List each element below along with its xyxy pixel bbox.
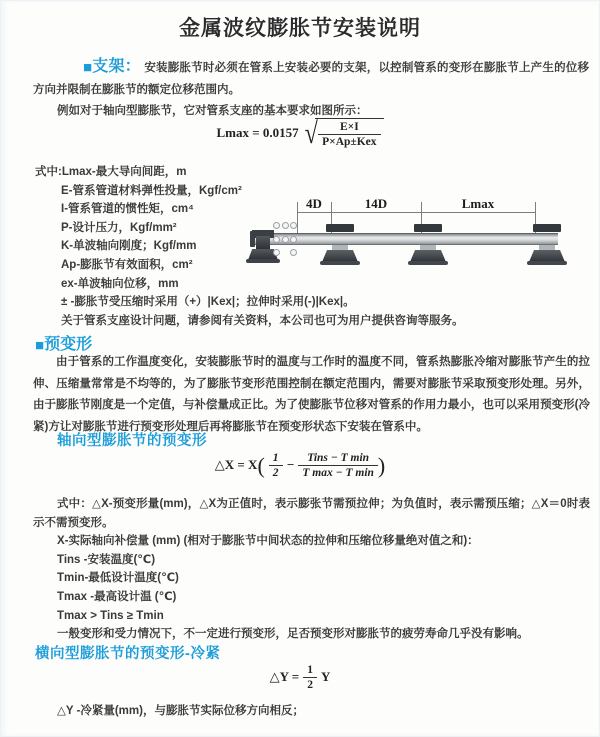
dim-label-4d: 4D — [306, 196, 322, 211]
support-base — [527, 261, 567, 265]
example-line — [33, 102, 589, 118]
example-line-text: 例如对于轴向型膨胀节，它对管系支座的基本要求如图所示： — [57, 105, 368, 117]
axial-line: Tmax > Tins ≥ Tmin — [57, 609, 164, 622]
axial-definition-list — [33, 495, 590, 644]
bellows-ring — [290, 236, 297, 243]
half-fraction — [303, 663, 317, 693]
predeform-section-heading — [35, 331, 92, 354]
formula-axial-lhs: △X = X — [214, 456, 258, 472]
axial-line: Tmin-最低设计温度(℃) — [57, 572, 179, 585]
support-base — [408, 261, 448, 265]
bellows-ring — [273, 222, 280, 229]
temperature-fraction — [298, 451, 378, 481]
half-fraction — [269, 451, 283, 481]
support-paragraph-text: 安装膨胀节时必须在管系上安装必要的支架，以控制管系的变形在膨胀节上产生的位移方向并限制在膨胀节的额定位移范围内。 — [33, 62, 589, 96]
dim-label-lmax: Lmax — [461, 196, 495, 211]
dimension-tick — [297, 202, 298, 233]
fraction-denominator: 2 — [307, 679, 313, 692]
blue-square-icon: ■ — [83, 59, 93, 76]
fraction-denominator: T max − T min — [302, 467, 374, 480]
fraction — [318, 120, 380, 150]
bellows-ring — [282, 222, 289, 229]
formula-lateral-lhs: △Y = — [269, 668, 300, 684]
axial-line: Tmax -最高设计温 (℃) — [57, 590, 177, 603]
fraction-numerator: Tins − T min — [298, 451, 378, 466]
predeform-heading-text: 预变形 — [44, 336, 93, 353]
bellows-ring — [273, 249, 280, 256]
bellows-icon — [273, 222, 297, 256]
anchor-base — [246, 259, 280, 263]
support-section-heading: 支架： — [92, 58, 141, 75]
support-cap — [533, 224, 561, 232]
open-paren: ( — [257, 452, 265, 478]
pipe-support — [320, 224, 360, 272]
predeform-paragraph: 由于管系的工作温度变化，安装膨胀节时的温度与工作时的温度不同，管系热膨胀冷缩对膨胀节产生的拉伸、压缩量常常是不均等的，为了膨胀节变形范围控制在额定范围内，需要对膨胀节采取预变形处理。另外，由于膨胀节刚度是一个定值，与补偿量成正比。为了使膨胀节位移对管系的作用力最小，也可以采用预变形(冷紧)方让对膨胀节进行预变形处理后再将膨胀节在预变形状态下安装在管系中。 — [33, 356, 590, 433]
fraction-denominator: P×Ap±Kex — [322, 136, 377, 149]
anchor-hub — [256, 236, 270, 250]
lateral-note: △Y -冷紧量(mm)，与膨胀节实际位移方向相反； — [57, 705, 304, 717]
pipe — [252, 233, 558, 245]
axial-subheading: 轴向型膨胀节的预变形 — [57, 433, 207, 449]
formula-axial — [0, 451, 600, 481]
formula-lateral-rhs: Y — [320, 668, 331, 684]
formula-lmax: Lmax = 0.0157 √ $\frac{E\times I}{\text{P×Ap±Kex}}$ — [0, 118, 600, 150]
axial-line: 式中：△X-预变形量(mm)，△X为正值时，表示膨张节需预拉伸；为负值时，表示需预压缩；△X＝0时表示不需预变形。 — [33, 498, 590, 529]
radicand — [315, 118, 383, 150]
axial-line: Tins -安装温度(℃) — [57, 553, 156, 566]
definition-item: Ap-膨胀节有效面积，cm² — [61, 258, 193, 271]
formula-lateral — [0, 663, 600, 693]
axial-line: X-实际轴向补偿量 (mm) (相对于膨胀节中间状态的拉伸和压缩位移量绝对值之和)： — [57, 535, 479, 548]
page-title: 金属波纹膨胀节安装说明 — [179, 17, 421, 40]
support-cap — [326, 224, 354, 232]
pipe-support — [408, 224, 448, 272]
dim-label-14d: 14D — [364, 196, 388, 211]
blue-square-icon: ■ — [35, 337, 45, 354]
definition-item: P-设计压力，Kgf/mm² — [61, 221, 177, 234]
fraction-numerator: 1 — [269, 451, 283, 466]
support-base — [320, 261, 360, 265]
formula-lmax-lhs: Lmax = 0.0157 — [216, 124, 299, 140]
definition-item: 关于管系支座设计问题，请参阅有关资料，本公司也可为用户提供咨询等服务。 — [61, 314, 464, 327]
pipe-support — [527, 224, 567, 272]
fraction-denominator: 2 — [272, 467, 279, 480]
close-paren: ) — [377, 452, 386, 478]
definition-item: I-管系管道的惯性矩，cm⁴ — [61, 203, 194, 216]
bellows-ring — [290, 222, 297, 229]
minus-sign: − — [286, 456, 295, 472]
support-paragraph — [33, 56, 589, 101]
fraction-numerator: 1 — [303, 663, 317, 678]
fraction-numerator: E×I — [318, 120, 380, 135]
lateral-subheading: 横向型膨胀节的预变形-冷紧 — [35, 646, 221, 662]
support-cap — [414, 224, 442, 232]
definition-item: ex-单波轴向位移，mm — [61, 277, 179, 290]
dimension-line — [297, 212, 535, 213]
definition-item: K-单波轴向刚度；Kgf/mm — [61, 240, 197, 253]
pipe-support-diagram — [250, 196, 572, 274]
axial-line: 一般变形和受力情况下，不一定进行预变形，足否预变形对膨胀节的疲劳寿命几乎没有影响。 — [57, 628, 529, 641]
bellows-ring — [282, 236, 289, 243]
definition-item: 式中:Lmax-最大导向间距，m — [35, 166, 187, 178]
definition-item: ± -膨胀节受压缩时采用（+）|Kex|；拉伸时采用(-)|Kex|。 — [61, 296, 355, 309]
bellows-ring — [290, 249, 297, 256]
bellows-ring — [273, 236, 280, 243]
definition-item: E-管系管道材料弹性投量，Kgf/cm² — [61, 184, 242, 197]
